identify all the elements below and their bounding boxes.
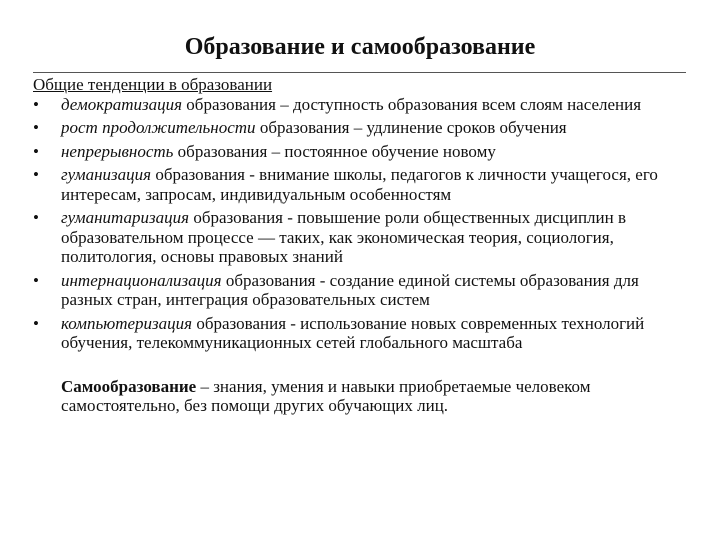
self-education-text: – знания, умения и навыки приобретаемые человеком самостоятельно, без помощи других обучающих лиц. [61, 376, 591, 415]
bullet-icon: • [33, 208, 39, 227]
bullet-icon: • [33, 118, 39, 137]
item-text: образования – удлинение сроков обучения [255, 118, 567, 137]
bullet-icon: • [33, 165, 39, 184]
item-text: образования - повышение роли общественных дисциплин в образовательном процессе — таких, как экономическая теория, социология, политология, основы правовых знаний [61, 208, 626, 266]
item-term: компьютеризация [61, 313, 193, 333]
item-term: рост продолжительности [61, 118, 256, 137]
title-divider [33, 72, 686, 73]
bullet-icon: • [33, 270, 39, 290]
list-item [33, 142, 683, 162]
list-item [33, 314, 683, 353]
item-text: образования - использование новых современных технологий обучения, телекоммуникационных сетей глобального масштаба [61, 313, 645, 352]
self-education-definition [61, 377, 683, 416]
item-term: демократизация [61, 94, 183, 114]
list-item [33, 271, 683, 310]
self-education-term: Самообразование [61, 376, 197, 396]
item-term: непрерывность [61, 141, 174, 161]
item-text: образования – постоянное обучение новому [173, 141, 496, 161]
list-item [33, 118, 683, 138]
item-term: интернационализация [61, 270, 222, 290]
slide-title: Образование и самообразование [184, 34, 536, 60]
item-term: гуманизация [61, 165, 152, 184]
item-text: образования - внимание школы, педагогов к личности учащегося, его интересам, запросам, индивидуальным особенностям [61, 165, 658, 204]
item-text: образования – доступность образования всем слоям населения [182, 94, 642, 114]
list-item [33, 208, 683, 267]
slide-content [33, 75, 683, 416]
bullet-icon: • [33, 94, 39, 114]
item-text: образования - создание единой системы образования для разных стран, интеграция образовательных систем [61, 270, 639, 309]
list-item [33, 95, 683, 115]
list-item [33, 165, 683, 204]
bullet-icon: • [33, 141, 39, 161]
bullet-icon: • [33, 313, 39, 333]
item-term: гуманитаризация [61, 208, 190, 227]
subheading: Общие тенденции в образовании [33, 75, 273, 94]
trends-list [33, 95, 683, 353]
